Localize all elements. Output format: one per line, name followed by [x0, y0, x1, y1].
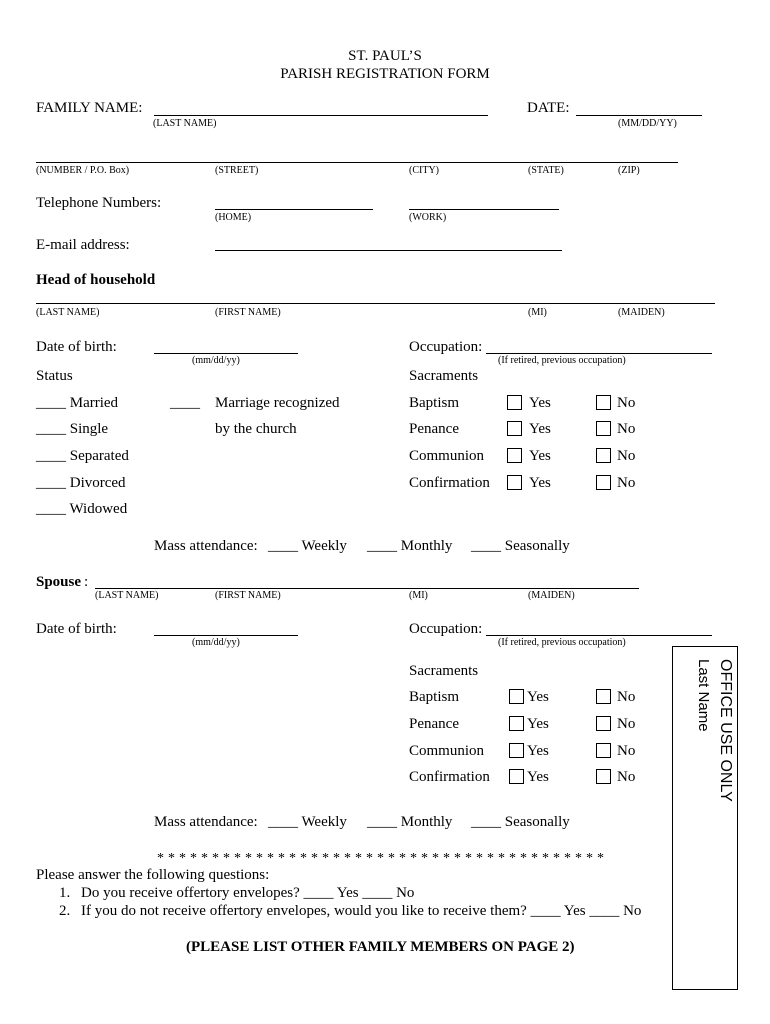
marriage-recognized-blank[interactable]: ____ [170, 395, 200, 411]
head-mass-weekly[interactable]: ____ Weekly [268, 538, 347, 554]
office-last-name-label: Last Name [695, 659, 712, 732]
marriage-recognized-label: Marriage recognized [215, 395, 340, 411]
head-occupation-field[interactable] [486, 353, 712, 354]
date-sublabel: (MM/DD/YY) [618, 118, 677, 129]
head-last-name-sublabel: (LAST NAME) [36, 307, 100, 318]
question-1-number: 1. [59, 885, 71, 901]
spouse-dob-hint: (mm/dd/yy) [192, 637, 240, 648]
spouse-confirmation-yes-checkbox[interactable] [509, 769, 524, 784]
spouse-maiden-sublabel: (MAIDEN) [528, 590, 575, 601]
head-mass-attendance-label: Mass attendance: [154, 538, 258, 554]
head-occupation-label: Occupation: [409, 339, 483, 355]
head-occupation-hint: (If retired, previous occupation) [498, 355, 626, 366]
family-name-sublabel: (LAST NAME) [153, 118, 217, 129]
head-penance-yes-checkbox[interactable] [507, 421, 522, 436]
spouse-name-field[interactable] [95, 588, 639, 589]
telephone-label: Telephone Numbers: [36, 195, 162, 211]
head-dob-label: Date of birth: [36, 339, 117, 355]
head-confirmation-no-label: No [617, 475, 636, 491]
status-widowed[interactable]: ____ Widowed [36, 501, 128, 517]
head-confirmation-yes-label: Yes [529, 475, 551, 491]
status-divorced[interactable]: ____ Divorced [36, 475, 126, 491]
other-family-members-note: (PLEASE LIST OTHER FAMILY MEMBERS ON PAGE 2) [186, 939, 575, 955]
head-sacraments-label: Sacraments [409, 368, 479, 384]
address-state-sublabel: (STATE) [528, 165, 564, 176]
date-label: DATE: [527, 100, 570, 116]
question-1[interactable]: Do you receive offertory envelopes? ____ Yes ____ No [81, 885, 415, 901]
spouse-mass-weekly[interactable]: ____ Weekly [268, 814, 347, 830]
head-mass-monthly[interactable]: ____ Monthly [367, 538, 453, 554]
form-title: PARISH REGISTRATION FORM [280, 66, 490, 82]
spouse-mi-sublabel: (MI) [409, 590, 428, 601]
family-name-label: FAMILY NAME: [36, 100, 143, 116]
head-penance-no-label: No [617, 421, 636, 437]
spouse-baptism-yes-label: Yes [527, 689, 549, 705]
home-phone-field[interactable] [215, 209, 373, 210]
spouse-communion-no-label: No [617, 743, 636, 759]
status-married[interactable]: ____ Married [36, 395, 119, 411]
spouse-sacraments-label: Sacraments [409, 663, 479, 679]
spouse-occupation-field[interactable] [486, 635, 712, 636]
spouse-penance-no-checkbox[interactable] [596, 716, 611, 731]
spouse-confirmation-no-label: No [617, 769, 636, 785]
address-city-sublabel: (CITY) [409, 165, 439, 176]
head-sacrament-penance: Penance [409, 421, 459, 437]
form-title-church: ST. PAUL’S [348, 48, 422, 64]
office-use-only-label: OFFICE USE ONLY [717, 659, 734, 802]
head-communion-yes-checkbox[interactable] [507, 448, 522, 463]
status-single[interactable]: ____ Single [36, 421, 109, 437]
spouse-confirmation-yes-label: Yes [527, 769, 549, 785]
status-separated[interactable]: ____ Separated [36, 448, 129, 464]
head-first-name-sublabel: (FIRST NAME) [215, 307, 281, 318]
spouse-first-name-sublabel: (FIRST NAME) [215, 590, 281, 601]
spouse-occupation-hint: (If retired, previous occupation) [498, 637, 626, 648]
spouse-baptism-no-checkbox[interactable] [596, 689, 611, 704]
home-phone-sublabel: (HOME) [215, 212, 252, 223]
head-penance-no-checkbox[interactable] [596, 421, 611, 436]
spouse-communion-yes-label: Yes [527, 743, 549, 759]
head-mass-seasonally[interactable]: ____ Seasonally [471, 538, 570, 554]
family-name-field[interactable] [154, 115, 488, 116]
date-field[interactable] [576, 115, 702, 116]
spouse-confirmation-no-checkbox[interactable] [596, 769, 611, 784]
spouse-penance-no-label: No [617, 716, 636, 732]
spouse-dob-field[interactable] [154, 635, 298, 636]
head-baptism-yes-label: Yes [529, 395, 551, 411]
marriage-recognized-label-cont: by the church [215, 421, 297, 437]
spouse-heading: Spouse [36, 574, 82, 590]
head-communion-no-label: No [617, 448, 636, 464]
spouse-sacrament-communion: Communion [409, 743, 485, 759]
head-communion-no-checkbox[interactable] [596, 448, 611, 463]
head-name-field[interactable] [36, 303, 715, 304]
asterisk-separator: * * * * * * * * * * * * * * * * * * * * * * * * * * * * * * * * * * * * * * * * * [157, 851, 605, 866]
head-baptism-no-checkbox[interactable] [596, 395, 611, 410]
head-sacrament-confirmation: Confirmation [409, 475, 490, 491]
email-label: E-mail address: [36, 237, 130, 253]
spouse-baptism-no-label: No [617, 689, 636, 705]
spouse-mass-monthly[interactable]: ____ Monthly [367, 814, 453, 830]
question-2-number: 2. [59, 903, 71, 919]
head-dob-hint: (mm/dd/yy) [192, 355, 240, 366]
spouse-communion-no-checkbox[interactable] [596, 743, 611, 758]
address-zip-sublabel: (ZIP) [618, 165, 640, 176]
spouse-last-name-sublabel: (LAST NAME) [95, 590, 159, 601]
head-status-label: Status [36, 368, 73, 384]
spouse-heading-colon: : [84, 574, 89, 590]
spouse-sacrament-baptism: Baptism [409, 689, 460, 705]
spouse-occupation-label: Occupation: [409, 621, 483, 637]
spouse-communion-yes-checkbox[interactable] [509, 743, 524, 758]
head-confirmation-no-checkbox[interactable] [596, 475, 611, 490]
address-street-sublabel: (STREET) [215, 165, 259, 176]
head-baptism-yes-checkbox[interactable] [507, 395, 522, 410]
head-communion-yes-label: Yes [529, 448, 551, 464]
office-use-only-box [672, 646, 738, 990]
work-phone-field[interactable] [409, 209, 559, 210]
head-penance-yes-label: Yes [529, 421, 551, 437]
head-sacrament-communion: Communion [409, 448, 485, 464]
spouse-sacrament-confirmation: Confirmation [409, 769, 490, 785]
spouse-mass-seasonally[interactable]: ____ Seasonally [471, 814, 570, 830]
spouse-sacrament-penance: Penance [409, 716, 459, 732]
spouse-mass-attendance-label: Mass attendance: [154, 814, 258, 830]
head-baptism-no-label: No [617, 395, 636, 411]
spouse-penance-yes-label: Yes [527, 716, 549, 732]
head-maiden-sublabel: (MAIDEN) [618, 307, 665, 318]
spouse-baptism-yes-checkbox[interactable] [509, 689, 524, 704]
questions-intro: Please answer the following questions: [36, 867, 270, 883]
head-of-household-heading: Head of household [36, 272, 156, 288]
head-mi-sublabel: (MI) [528, 307, 547, 318]
spouse-penance-yes-checkbox[interactable] [509, 716, 524, 731]
question-2[interactable]: If you do not receive offertory envelopes, would you like to receive them? ____ Yes ____ No [81, 903, 642, 919]
address-number-sublabel: (NUMBER / P.O. Box) [36, 165, 130, 176]
spouse-dob-label: Date of birth: [36, 621, 117, 637]
head-dob-field[interactable] [154, 353, 298, 354]
work-phone-sublabel: (WORK) [409, 212, 447, 223]
head-sacrament-baptism: Baptism [409, 395, 460, 411]
address-field[interactable] [36, 162, 678, 163]
email-field[interactable] [215, 250, 562, 251]
head-confirmation-yes-checkbox[interactable] [507, 475, 522, 490]
